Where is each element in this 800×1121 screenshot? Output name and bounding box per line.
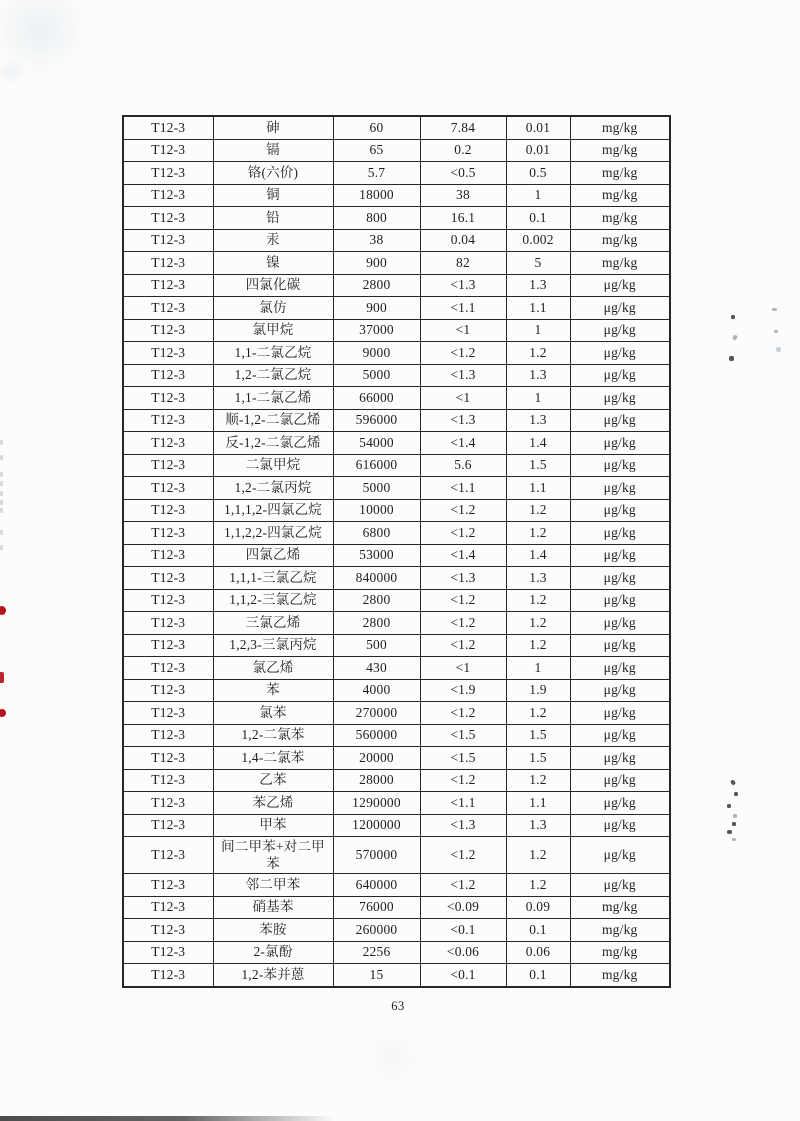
table-row [123,432,670,455]
cell-sample: T12-3 [123,207,213,230]
cell-value1: 840000 [333,567,420,590]
cell-sample: T12-3 [123,634,213,657]
cell-value1: 15 [333,964,420,987]
table-row [123,679,670,702]
pencil-speck [733,814,737,818]
pencil-speck [734,792,738,796]
cell-unit: mg/kg [570,896,670,919]
cell-value3: 0.1 [506,207,570,230]
cell-value2: <1 [420,319,506,342]
cell-sample: T12-3 [123,567,213,590]
cell-sample: T12-3 [123,274,213,297]
cell-unit: μg/kg [570,769,670,792]
table-row [123,747,670,770]
cell-value3: 1.2 [506,874,570,897]
cell-sample: T12-3 [123,499,213,522]
cell-sample: T12-3 [123,769,213,792]
cell-value2: 0.2 [420,139,506,162]
cell-analyte: 顺-1,2-二氯乙烯 [213,409,333,432]
cell-value2: <1.4 [420,432,506,455]
cell-analyte: 苯乙烯 [213,792,333,815]
table-row [123,702,670,725]
cell-value1: 616000 [333,454,420,477]
cell-value2: <1.2 [420,634,506,657]
cell-unit: μg/kg [570,634,670,657]
cell-value2: <1.3 [420,274,506,297]
pencil-speck [732,838,736,841]
table-row [123,116,670,139]
cell-unit: μg/kg [570,544,670,567]
cell-value3: 1.1 [506,297,570,320]
pencil-tick [0,508,3,513]
scan-tint-smudge [0,52,32,92]
cell-value2: <1.2 [420,837,506,874]
cell-analyte: 乙苯 [213,769,333,792]
cell-value1: 9000 [333,342,420,365]
pencil-tick [0,455,3,460]
cell-value2: <0.5 [420,162,506,185]
cell-sample: T12-3 [123,747,213,770]
cell-analyte: 氯乙烯 [213,657,333,680]
cell-value3: 0.002 [506,229,570,252]
cell-unit: μg/kg [570,477,670,500]
cell-sample: T12-3 [123,229,213,252]
table-row [123,814,670,837]
cell-value1: 2800 [333,274,420,297]
pencil-tick [0,530,3,535]
cell-value2: <1 [420,387,506,410]
cell-value2: <0.06 [420,941,506,964]
cell-value1: 28000 [333,769,420,792]
cell-sample: T12-3 [123,874,213,897]
cell-analyte: 汞 [213,229,333,252]
cell-value3: 0.1 [506,964,570,987]
cell-value1: 900 [333,252,420,275]
cell-value3: 1.2 [506,702,570,725]
table-row [123,454,670,477]
cell-value3: 1 [506,657,570,680]
cell-analyte: 铅 [213,207,333,230]
cell-sample: T12-3 [123,387,213,410]
cell-unit: μg/kg [570,589,670,612]
red-ink-mark [0,709,6,717]
table-row [123,919,670,942]
cell-analyte: 1,1-二氯乙烯 [213,387,333,410]
pencil-speck [732,822,736,826]
pencil-speck [727,830,732,834]
cell-unit: mg/kg [570,139,670,162]
cell-value2: <1 [420,657,506,680]
red-ink-mark [0,672,4,683]
cell-value3: 0.01 [506,139,570,162]
cell-value1: 18000 [333,184,420,207]
table-row [123,319,670,342]
cell-sample: T12-3 [123,544,213,567]
cell-unit: μg/kg [570,297,670,320]
cell-sample: T12-3 [123,454,213,477]
table-row [123,964,670,987]
cell-value3: 0.5 [506,162,570,185]
cell-sample: T12-3 [123,941,213,964]
cell-unit: μg/kg [570,814,670,837]
cell-unit: μg/kg [570,432,670,455]
cell-analyte: 1,2-苯并蒽 [213,964,333,987]
cell-value3: 1.2 [506,612,570,635]
cell-unit: μg/kg [570,612,670,635]
cell-unit: μg/kg [570,702,670,725]
cell-unit: mg/kg [570,229,670,252]
cell-value3: 1.2 [506,522,570,545]
pencil-tick [0,500,3,505]
table-row [123,612,670,635]
cell-value1: 2800 [333,612,420,635]
cell-unit: μg/kg [570,499,670,522]
pencil-speck [731,315,735,319]
cell-value1: 270000 [333,702,420,725]
cell-unit: μg/kg [570,364,670,387]
cell-value2: <1.2 [420,769,506,792]
cell-analyte: 1,1,1-三氯乙烷 [213,567,333,590]
pencil-tick [0,481,3,486]
table-row [123,297,670,320]
cell-value1: 500 [333,634,420,657]
table-row [123,477,670,500]
cell-sample: T12-3 [123,522,213,545]
cell-value2: 0.04 [420,229,506,252]
table-row [123,387,670,410]
pencil-tick [0,491,3,496]
scan-smudge [352,1018,432,1098]
cell-value3: 1.3 [506,814,570,837]
cell-value3: 1.1 [506,477,570,500]
cell-value3: 1.2 [506,499,570,522]
pencil-speck [774,330,778,333]
cell-value2: <1.2 [420,612,506,635]
cell-analyte: 间二甲苯+对二甲苯 [213,837,333,874]
cell-value1: 570000 [333,837,420,874]
cell-value3: 1.2 [506,342,570,365]
cell-value3: 1.3 [506,567,570,590]
cell-unit: μg/kg [570,724,670,747]
table-row [123,409,670,432]
cell-analyte: 三氯乙烯 [213,612,333,635]
cell-unit: mg/kg [570,252,670,275]
cell-value1: 5000 [333,364,420,387]
results-table [122,115,671,988]
cell-value2: <1.2 [420,702,506,725]
cell-analyte: 1,1,2-三氯乙烷 [213,589,333,612]
cell-value3: 1.5 [506,454,570,477]
table-row [123,769,670,792]
table-row [123,896,670,919]
cell-value2: <1.9 [420,679,506,702]
cell-sample: T12-3 [123,837,213,874]
cell-value2: <1.5 [420,724,506,747]
table-row [123,184,670,207]
cell-unit: μg/kg [570,747,670,770]
cell-value1: 5000 [333,477,420,500]
cell-sample: T12-3 [123,814,213,837]
cell-value1: 560000 [333,724,420,747]
cell-sample: T12-3 [123,139,213,162]
cell-value3: 1.3 [506,274,570,297]
cell-value3: 1.9 [506,679,570,702]
pencil-speck [732,334,738,340]
cell-value3: 1 [506,387,570,410]
cell-value3: 1.5 [506,747,570,770]
cell-value3: 1.3 [506,409,570,432]
cell-value1: 6800 [333,522,420,545]
cell-sample: T12-3 [123,896,213,919]
cell-value3: 1.1 [506,792,570,815]
table-row [123,522,670,545]
pencil-tick [0,440,3,445]
cell-unit: μg/kg [570,454,670,477]
cell-value1: 54000 [333,432,420,455]
cell-unit: μg/kg [570,387,670,410]
cell-value1: 900 [333,297,420,320]
cell-sample: T12-3 [123,162,213,185]
cell-analyte: 苯 [213,679,333,702]
cell-sample: T12-3 [123,364,213,387]
cell-sample: T12-3 [123,792,213,815]
table-row [123,252,670,275]
cell-value3: 1.4 [506,544,570,567]
cell-value1: 260000 [333,919,420,942]
scan-tint-smudge [0,0,110,95]
cell-value1: 38 [333,229,420,252]
cell-unit: μg/kg [570,342,670,365]
cell-unit: mg/kg [570,116,670,139]
cell-value1: 1200000 [333,814,420,837]
cell-value2: <1.3 [420,364,506,387]
cell-analyte: 反-1,2-二氯乙烯 [213,432,333,455]
cell-analyte: 氯仿 [213,297,333,320]
cell-value1: 10000 [333,499,420,522]
cell-sample: T12-3 [123,679,213,702]
cell-analyte: 铜 [213,184,333,207]
cell-value1: 66000 [333,387,420,410]
cell-analyte: 氯甲烷 [213,319,333,342]
pencil-speck [730,779,736,785]
cell-value1: 4000 [333,679,420,702]
table-row [123,364,670,387]
cell-unit: μg/kg [570,657,670,680]
cell-analyte: 氯苯 [213,702,333,725]
table-row [123,544,670,567]
cell-analyte: 砷 [213,116,333,139]
cell-analyte: 二氯甲烷 [213,454,333,477]
cell-unit: mg/kg [570,919,670,942]
table-row [123,567,670,590]
cell-value3: 0.06 [506,941,570,964]
cell-unit: μg/kg [570,792,670,815]
pencil-tick [0,472,3,477]
cell-value1: 37000 [333,319,420,342]
red-ink-mark [0,606,6,615]
cell-analyte: 镍 [213,252,333,275]
cell-analyte: 镉 [213,139,333,162]
cell-value3: 1.2 [506,589,570,612]
cell-analyte: 1,1-二氯乙烷 [213,342,333,365]
cell-analyte: 2-氯酚 [213,941,333,964]
pencil-speck [727,804,731,808]
pencil-speck [776,347,781,352]
table-row [123,139,670,162]
cell-sample: T12-3 [123,342,213,365]
pencil-speck [772,308,777,311]
cell-value3: 1.2 [506,769,570,792]
page-number: 63 [391,999,405,1013]
cell-value3: 0.1 [506,919,570,942]
cell-analyte: 1,1,1,2-四氯乙烷 [213,499,333,522]
cell-analyte: 四氯化碳 [213,274,333,297]
cell-value2: 82 [420,252,506,275]
cell-value3: 5 [506,252,570,275]
cell-sample: T12-3 [123,589,213,612]
cell-sample: T12-3 [123,409,213,432]
table-row [123,342,670,365]
cell-value1: 640000 [333,874,420,897]
cell-unit: μg/kg [570,837,670,874]
table-row [123,792,670,815]
table-row [123,634,670,657]
cell-sample: T12-3 [123,319,213,342]
pencil-tick [0,545,3,550]
table-row [123,724,670,747]
pencil-speck [729,356,734,361]
cell-value2: <1.2 [420,499,506,522]
table-row [123,207,670,230]
cell-value2: <1.3 [420,409,506,432]
cell-analyte: 1,2-二氯乙烷 [213,364,333,387]
cell-analyte: 苯胺 [213,919,333,942]
cell-analyte: 1,2-二氯苯 [213,724,333,747]
cell-value1: 53000 [333,544,420,567]
cell-unit: μg/kg [570,409,670,432]
cell-value2: <0.1 [420,964,506,987]
cell-value2: <1.2 [420,342,506,365]
table-row [123,589,670,612]
table-row [123,274,670,297]
cell-analyte: 1,2,3-三氯丙烷 [213,634,333,657]
cell-unit: μg/kg [570,874,670,897]
cell-value1: 430 [333,657,420,680]
cell-value1: 2800 [333,589,420,612]
cell-value2: <1.1 [420,297,506,320]
cell-unit: μg/kg [570,522,670,545]
cell-value2: <1.3 [420,567,506,590]
cell-value1: 20000 [333,747,420,770]
cell-sample: T12-3 [123,297,213,320]
table-row [123,941,670,964]
cell-sample: T12-3 [123,116,213,139]
cell-unit: mg/kg [570,184,670,207]
cell-sample: T12-3 [123,919,213,942]
cell-value1: 800 [333,207,420,230]
cell-value2: 7.84 [420,116,506,139]
cell-sample: T12-3 [123,477,213,500]
cell-sample: T12-3 [123,964,213,987]
cell-sample: T12-3 [123,184,213,207]
cell-unit: μg/kg [570,274,670,297]
cell-sample: T12-3 [123,432,213,455]
cell-sample: T12-3 [123,702,213,725]
cell-value1: 65 [333,139,420,162]
table-row [123,229,670,252]
cell-value2: <0.1 [420,919,506,942]
cell-value2: <1.2 [420,874,506,897]
cell-value2: <1.2 [420,589,506,612]
cell-value1: 5.7 [333,162,420,185]
cell-value3: 1.2 [506,837,570,874]
cell-value2: <1.5 [420,747,506,770]
cell-analyte: 1,1,2,2-四氯乙烷 [213,522,333,545]
cell-value3: 1.5 [506,724,570,747]
scan-edge-shadow [0,1116,335,1121]
cell-value3: 1.4 [506,432,570,455]
cell-value2: <1.1 [420,792,506,815]
cell-value2: <1.4 [420,544,506,567]
cell-unit: mg/kg [570,964,670,987]
cell-value1: 76000 [333,896,420,919]
table-row [123,657,670,680]
cell-unit: mg/kg [570,207,670,230]
cell-analyte: 硝基苯 [213,896,333,919]
cell-value3: 0.09 [506,896,570,919]
cell-sample: T12-3 [123,612,213,635]
cell-analyte: 甲苯 [213,814,333,837]
cell-value3: 1.2 [506,634,570,657]
table-row [123,874,670,897]
cell-value2: <1.1 [420,477,506,500]
cell-value2: 5.6 [420,454,506,477]
cell-analyte: 四氯乙烯 [213,544,333,567]
cell-unit: μg/kg [570,567,670,590]
table-row [123,499,670,522]
cell-analyte: 1,4-二氯苯 [213,747,333,770]
cell-unit: μg/kg [570,679,670,702]
table-row [123,162,670,185]
cell-analyte: 邻二甲苯 [213,874,333,897]
cell-value1: 1290000 [333,792,420,815]
cell-value2: 16.1 [420,207,506,230]
cell-value1: 60 [333,116,420,139]
cell-value3: 1 [506,184,570,207]
cell-value3: 0.01 [506,116,570,139]
table-row [123,837,670,874]
cell-sample: T12-3 [123,657,213,680]
cell-sample: T12-3 [123,724,213,747]
cell-value1: 2256 [333,941,420,964]
cell-value1: 596000 [333,409,420,432]
cell-value2: <0.09 [420,896,506,919]
cell-unit: μg/kg [570,319,670,342]
cell-value2: 38 [420,184,506,207]
cell-analyte: 1,2-二氯丙烷 [213,477,333,500]
cell-unit: mg/kg [570,941,670,964]
cell-sample: T12-3 [123,252,213,275]
cell-value3: 1 [506,319,570,342]
cell-value3: 1.3 [506,364,570,387]
cell-value2: <1.3 [420,814,506,837]
cell-value2: <1.2 [420,522,506,545]
cell-analyte: 铬(六价) [213,162,333,185]
cell-unit: mg/kg [570,162,670,185]
